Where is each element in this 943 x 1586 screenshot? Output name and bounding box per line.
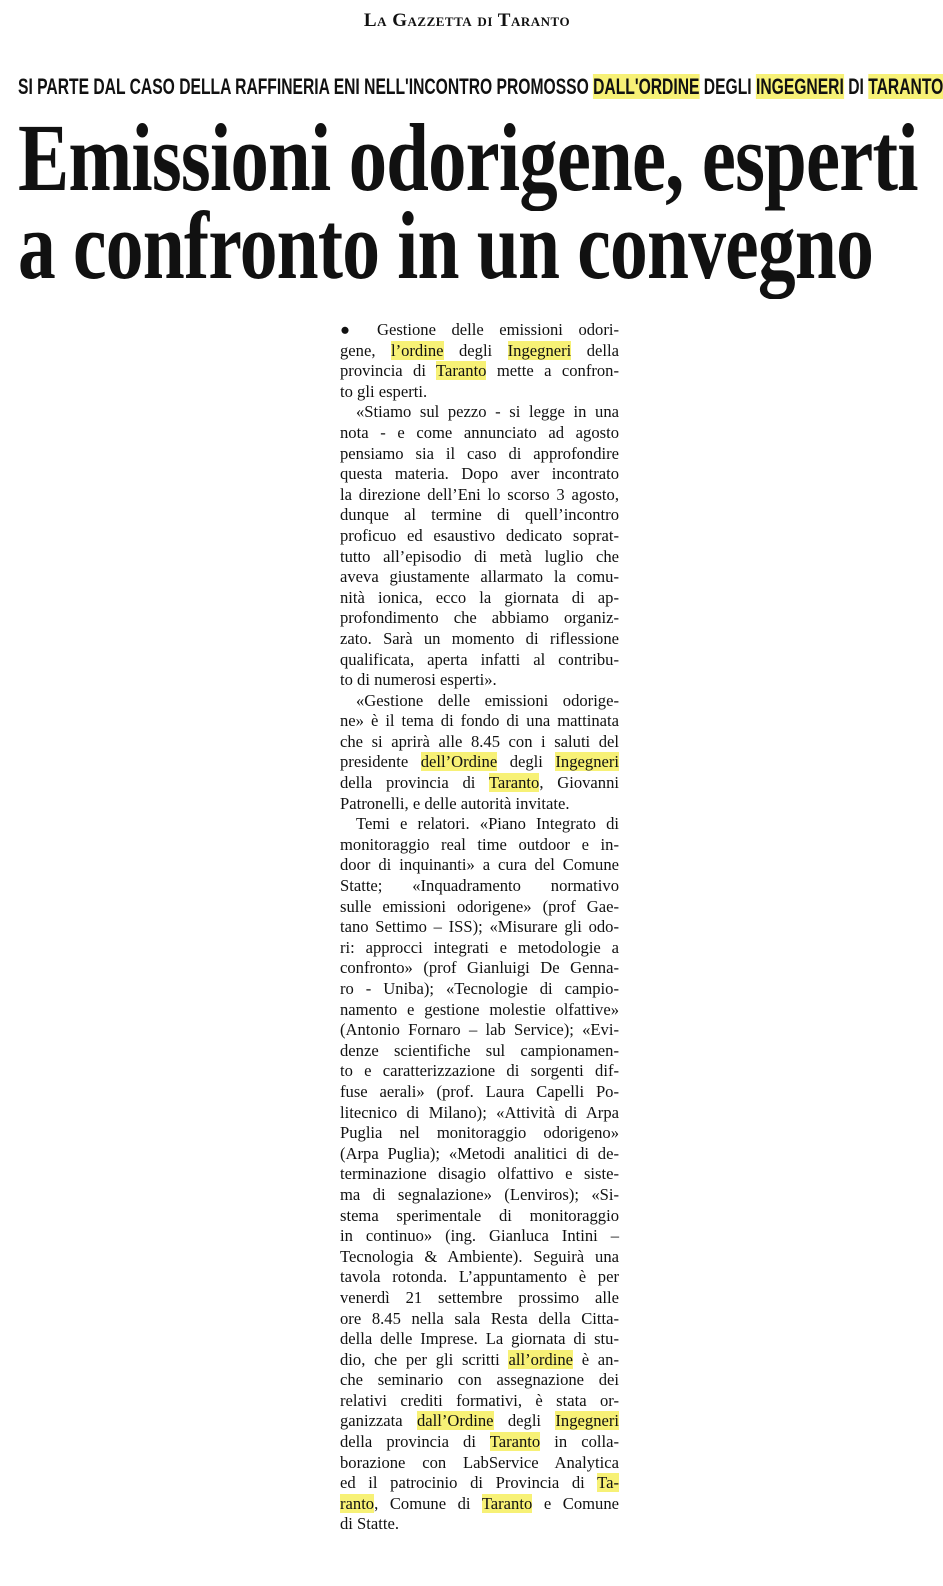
highlighted-keyword: DALL'ORDINE [593, 74, 700, 99]
body-line [340, 505, 619, 526]
highlighted-keyword: Ingegneri [507, 340, 572, 360]
body-line [340, 794, 619, 815]
body-line [340, 423, 619, 444]
highlighted-keyword: Ingegneri [555, 1411, 619, 1431]
body-line [340, 1329, 619, 1350]
highlighted-keyword: Taranto [488, 773, 540, 793]
text-segment: SI PARTE DAL CASO DELLA RAFFINERIA ENI NELL'INCONTRO PROMOSSO [18, 74, 594, 99]
body-line [340, 1453, 619, 1474]
text-segment: tavola rotonda. L’appuntamento è per [340, 1267, 619, 1287]
text-segment: la direzione dell’Eni lo scorso 3 agosto, [340, 484, 619, 504]
highlighted-keyword: Ingegneri [555, 752, 619, 772]
highlighted-keyword: TARANTO [868, 74, 943, 99]
text-segment: ed il patrocinio di Provincia di [340, 1473, 598, 1493]
body-line [340, 1185, 619, 1206]
text-segment: ne» è il tema di fondo di una mattinata [340, 711, 619, 731]
body-line [340, 752, 619, 773]
body-line [340, 1350, 619, 1371]
body-line [340, 361, 619, 382]
text-segment: (Antonio Fornaro – lab Service); «Evi- [340, 1020, 619, 1040]
text-segment: che seminario con assegnazione dei [340, 1370, 619, 1390]
headline-line-2: a confronto in un convegno [18, 192, 874, 299]
text-segment: in continuo» (ing. Gianluca Intini – [340, 1226, 619, 1246]
body-line [340, 608, 619, 629]
body-line [340, 1267, 619, 1288]
text-segment: tano Settimo – ISS); «Misurare gli odo- [340, 917, 619, 937]
text-segment: questa materia. Dopo aver incontrato [340, 464, 619, 484]
text-segment: ri: approcci integrati e metodologie a [340, 937, 619, 957]
article-kicker [18, 74, 943, 100]
text-segment: ganizzata [340, 1411, 417, 1431]
body-line [340, 938, 619, 959]
body-line [340, 567, 619, 588]
text-segment: relativi crediti formativi, è stata or- [340, 1390, 619, 1410]
text-segment: gene, [340, 340, 391, 360]
body-line [340, 1247, 619, 1268]
body-line [340, 732, 619, 753]
body-line [340, 670, 619, 691]
text-segment: to di numerosi esperti». [340, 670, 497, 690]
highlighted-keyword: Taranto [481, 1493, 533, 1513]
text-segment: fuse aerali» (prof. Laura Capelli Po- [340, 1081, 619, 1101]
body-line [340, 1164, 619, 1185]
text-segment: Temi e relatori. «Piano Integrato di [356, 814, 619, 834]
body-line [340, 444, 619, 465]
body-line [340, 1288, 619, 1309]
text-segment: DI [843, 74, 869, 99]
body-line [340, 650, 619, 671]
text-segment: della delle Imprese. La giornata di stu- [340, 1329, 619, 1349]
text-segment: namento e gestione molestie olfattive» [340, 999, 619, 1019]
body-line [340, 897, 619, 918]
highlighted-keyword: Taranto [489, 1432, 541, 1452]
body-line [340, 341, 619, 362]
text-segment: ● Gestione delle emissioni odori- [340, 320, 619, 339]
text-segment: to gli esperti. [340, 381, 428, 401]
text-segment: in colla- [540, 1432, 619, 1452]
text-segment: ma di segnalazione» (Lenviros); «Si- [340, 1184, 619, 1204]
article-body [340, 320, 619, 1535]
text-segment: Tecnologia & Ambiente). Seguirà una [340, 1246, 619, 1266]
text-segment: di Statte. [340, 1514, 399, 1534]
body-line [340, 485, 619, 506]
text-segment: (Arpa Puglia); «Metodi analitici di de- [340, 1143, 619, 1163]
body-line [340, 1206, 619, 1227]
text-segment: nità ionica, ecco la giornata di ap- [340, 587, 619, 607]
text-segment: qualificata, aperta infatti al contribu- [340, 649, 619, 669]
text-segment: degli [443, 340, 508, 360]
text-segment: denze scientifiche sul campionamen- [340, 1040, 619, 1060]
body-line [340, 1309, 619, 1330]
text-segment: aveva giustamente allarmato la comu- [340, 567, 619, 587]
text-segment: proficuo ed esaustivo dedicato soprat- [340, 525, 619, 545]
body-line [340, 1000, 619, 1021]
highlighted-keyword: dell’Ordine [420, 752, 498, 772]
text-segment: è an- [573, 1349, 619, 1369]
text-segment: ore 8.45 nella sala Resta della Citta- [340, 1308, 619, 1328]
text-segment: provincia di [340, 361, 437, 381]
text-segment: profondimento che abbiamo organiz- [340, 608, 619, 628]
text-segment: sulle emissioni odorigene» (prof Gae- [340, 896, 619, 916]
body-line [340, 917, 619, 938]
text-segment: «Stiamo sul pezzo - si legge in una [356, 402, 619, 422]
body-line [340, 1123, 619, 1144]
body-line [340, 547, 619, 568]
text-segment: terminazione disagio olfattivo e siste- [340, 1164, 619, 1184]
text-segment: della provincia di [340, 1432, 490, 1452]
text-segment: zato. Sarà un momento di riflessione [340, 628, 619, 648]
text-segment: confronto» (prof Gianluigi De Genna- [340, 958, 619, 978]
text-segment: Patronelli, e delle autorità invitate. [340, 793, 570, 813]
text-segment: venerdì 21 settembre prossimo alle [340, 1287, 619, 1307]
text-segment: stema sperimentale di monitoraggio [340, 1205, 619, 1225]
body-line [340, 526, 619, 547]
body-line [340, 1061, 619, 1082]
text-segment: to e caratterizzazione di sorgenti dif- [340, 1061, 619, 1081]
text-segment: Puglia nel monitoraggio odorigeno» [340, 1123, 619, 1143]
text-segment: dunque al termine di quell’incontro [340, 505, 619, 525]
body-line [340, 979, 619, 1000]
body-line [340, 1514, 619, 1535]
body-line [340, 958, 619, 979]
highlighted-keyword: Taranto [436, 361, 487, 381]
text-segment: presidente [340, 752, 421, 772]
body-line [340, 835, 619, 856]
body-line [340, 711, 619, 732]
body-line [340, 773, 619, 794]
text-segment: borazione con LabService Analytica [340, 1452, 619, 1472]
text-segment: ro - Uniba); «Tecnologie di campio- [340, 979, 619, 998]
highlighted-keyword: all’ordine [508, 1349, 573, 1369]
text-segment: della [571, 340, 619, 360]
body-line [340, 1082, 619, 1103]
body-line [340, 1432, 619, 1453]
body-line [340, 1103, 619, 1124]
text-segment: , Giovanni [539, 773, 619, 793]
body-line [340, 320, 619, 341]
highlighted-keyword: ranto [340, 1493, 375, 1513]
body-line [340, 691, 619, 712]
text-segment: dio, che per gli scritti [340, 1349, 509, 1369]
text-segment: Statte; «Inquadramento normativo [340, 876, 619, 896]
text-segment: , Comune di [374, 1493, 482, 1513]
body-line [340, 1370, 619, 1391]
body-line [340, 855, 619, 876]
text-segment: e Comune [532, 1493, 619, 1513]
body-line [340, 814, 619, 835]
body-line [340, 1391, 619, 1412]
body-line [340, 464, 619, 485]
text-segment: litecnico di Milano); «Attività di Arpa [340, 1102, 619, 1122]
body-line [340, 876, 619, 897]
body-line [340, 588, 619, 609]
text-segment: mette a confron- [486, 361, 619, 381]
text-segment: degli [497, 752, 556, 772]
text-segment: monitoraggio real time outdoor e in- [340, 834, 619, 854]
body-line [340, 1411, 619, 1432]
text-segment: degli [493, 1411, 556, 1431]
highlighted-keyword: l’ordine [390, 340, 444, 360]
body-line [340, 1041, 619, 1062]
body-line [340, 1144, 619, 1165]
text-segment: door di inquinanti» a cura del Comune [340, 855, 619, 875]
body-line [340, 1494, 619, 1515]
highlighted-keyword: dall’Ordine [417, 1411, 494, 1431]
text-segment: tutto all’episodio di metà luglio che [340, 546, 619, 566]
text-segment: «Gestione delle emissioni odorige- [356, 690, 619, 710]
highlighted-keyword: INGEGNERI [755, 74, 844, 99]
text-segment: della provincia di [340, 773, 489, 793]
text-segment: pensiamo sia il caso di approfondire [340, 443, 619, 463]
body-line [340, 402, 619, 423]
highlighted-keyword: Ta- [597, 1473, 619, 1493]
body-line [340, 629, 619, 650]
newspaper-masthead: La Gazzetta di Taranto [363, 10, 571, 31]
body-line [340, 382, 619, 403]
body-line [340, 1020, 619, 1041]
body-line [340, 1226, 619, 1247]
headline-line-1: Emissioni odorigene, esperti [18, 104, 918, 211]
body-line [340, 1473, 619, 1494]
text-segment: che si aprirà alle 8.45 con i saluti del [340, 731, 619, 751]
text-segment: DEGLI [699, 74, 756, 99]
text-segment: nota - e come annunciato ad agosto [340, 422, 619, 442]
